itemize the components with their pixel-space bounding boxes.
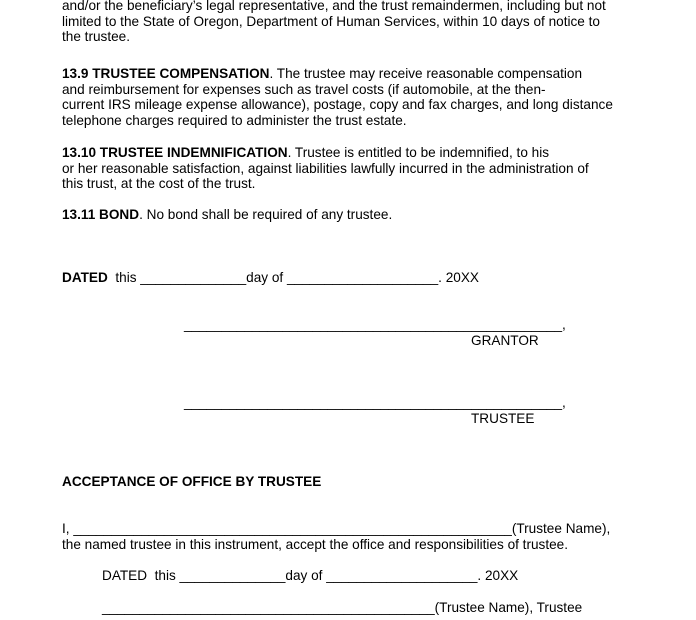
section-bond (62, 207, 642, 223)
intro-line-3: the trustee. (62, 29, 131, 45)
section-heading: 13.11 BOND (62, 207, 140, 222)
section-line: current IRS mileage expense allowance), postage, copy and fax charges, and long distance (62, 97, 613, 113)
section-line: this trust, at the cost of the trust. (62, 176, 256, 192)
acceptance-heading: ACCEPTANCE OF OFFICE BY TRUSTEE (62, 474, 322, 489)
grantor-signature-line: __________________________________________________, (184, 317, 566, 332)
section-text: . No bond shall be required of any trustee. (139, 207, 393, 222)
intro-line-2: limited to the State of Oregon, Department of Human Services, within 10 days of notice to (62, 13, 600, 29)
section-first-line (62, 207, 642, 223)
section-line: telephone charges required to administer the trust estate. (62, 113, 407, 129)
trustee-label: TRUSTEE (471, 411, 535, 426)
section-line: or her reasonable satisfaction, against liabilities lawfully incurred in the administration of (62, 160, 589, 176)
section-text: . Trustee is entitled to be indemnified, to his (287, 145, 550, 160)
intro-line-1: and/or the beneficiary’s legal representative, and the trust remaindermen, including but not (62, 0, 606, 13)
dated-line (62, 270, 479, 286)
acceptance-dated-line: DATED this ______________day of ____________________. 20XX (102, 568, 519, 583)
section-first-line (62, 145, 642, 161)
section-line: and reimbursement for expenses such as travel costs (if automobile, at the then- (62, 81, 546, 97)
acceptance-signature-line: ____________________________________________(Trustee Name), Trustee (102, 600, 583, 615)
section-text: . The trustee may receive reasonable compensation (269, 66, 583, 81)
section-first-line (62, 66, 642, 82)
dated-label: DATED (62, 270, 108, 285)
section-trustee-indemnification (62, 145, 642, 192)
acceptance-name-line: I, __________________________________________________________(Trustee Name), (62, 521, 611, 536)
grantor-label: GRANTOR (471, 333, 539, 348)
trustee-signature-line: __________________________________________________, (184, 395, 566, 410)
acceptance-statement: the named trustee in this instrument, accept the office and responsibilities of trustee. (62, 537, 569, 552)
section-heading: 13.9 TRUSTEE COMPENSATION (62, 66, 270, 81)
intro-paragraph (62, 0, 642, 45)
section-trustee-compensation (62, 66, 642, 129)
dated-text: this ______________day of ____________________. 20XX (107, 270, 479, 285)
section-heading: 13.10 TRUSTEE INDEMNIFICATION (62, 145, 288, 160)
